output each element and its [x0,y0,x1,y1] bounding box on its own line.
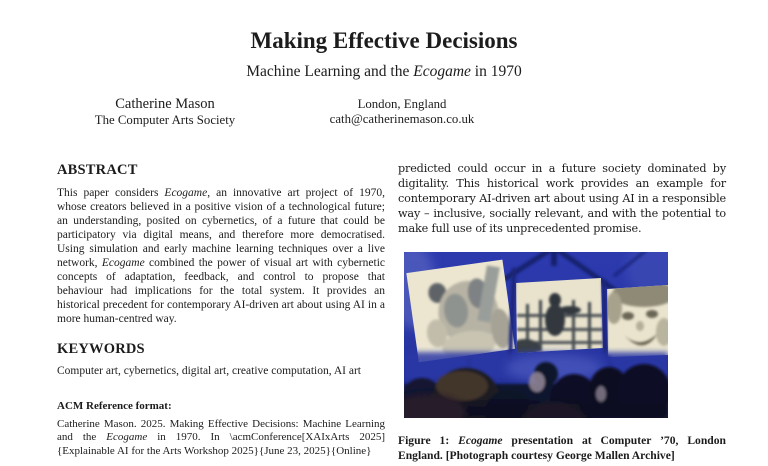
keywords-heading: KEYWORDS [57,341,145,357]
right-column [398,162,726,463]
author-name: Catherine Mason [115,96,215,112]
figure-1 [398,252,726,463]
figure-1-photo [404,252,668,418]
projection-screen-left [406,259,515,366]
figure-1-caption: Figure 1: Ecogame presentation at Computer ’70, London England. [Photograph courtesy George Mallen Archive] [398,433,726,462]
author-column-identity [50,96,280,128]
projection-screen-right [606,281,668,357]
abstract-text: This paper considers Ecogame, an innovative art project of 1970, whose creators believed in a positive vision of a technological future; an understanding, posited on cybernetics, of a future that could be participatory via digital means, and therefore more democratised. Using simulation and early machine learning techniques over a live network, Ecogame combined the power of visual art with cybernetic concepts of adaptation, feedback, and control to propose that behaviour had implications for the total system. It provides an historical precedent for contemporary AI-driven art about using AI in a more human-centred way. [57,187,385,325]
author-column-contact [287,97,517,127]
body-text-continuation: predicted could occur in a future society dominated by digitality. This historical work provides an example for contemporary AI-driven art about using AI in a responsible way – inclusive, socially relevant, and with the potential to make full use of its unprecedented promise. [398,162,726,235]
two-column-body [0,162,768,463]
author-location: London, England [357,97,447,111]
projection-screen-middle [510,278,603,357]
author-affiliation: The Computer Arts Society [94,113,236,128]
acm-reference-heading: ACM Reference format: [57,400,172,412]
acm-reference-text: Catherine Mason. 2025. Making Effective Decisions: Machine Learning and the Ecogame in 1970. In \acmConference[XAIxArts 2025]{Explainable AI for the Arts Workshop 2025}{June 23, 2025}{Online} [57,418,386,457]
paper-subtitle: Machine Learning and the Ecogame in 1970 [246,63,522,80]
paper-title: Making Effective Decisions [250,28,518,53]
keywords-text: Computer art, cybernetics, digital art, creative computation, AI art [57,365,362,377]
abstract-heading: ABSTRACT [57,162,138,178]
author-block [0,96,768,142]
author-email: cath@catherinemason.co.uk [329,112,475,127]
left-column [57,162,385,458]
